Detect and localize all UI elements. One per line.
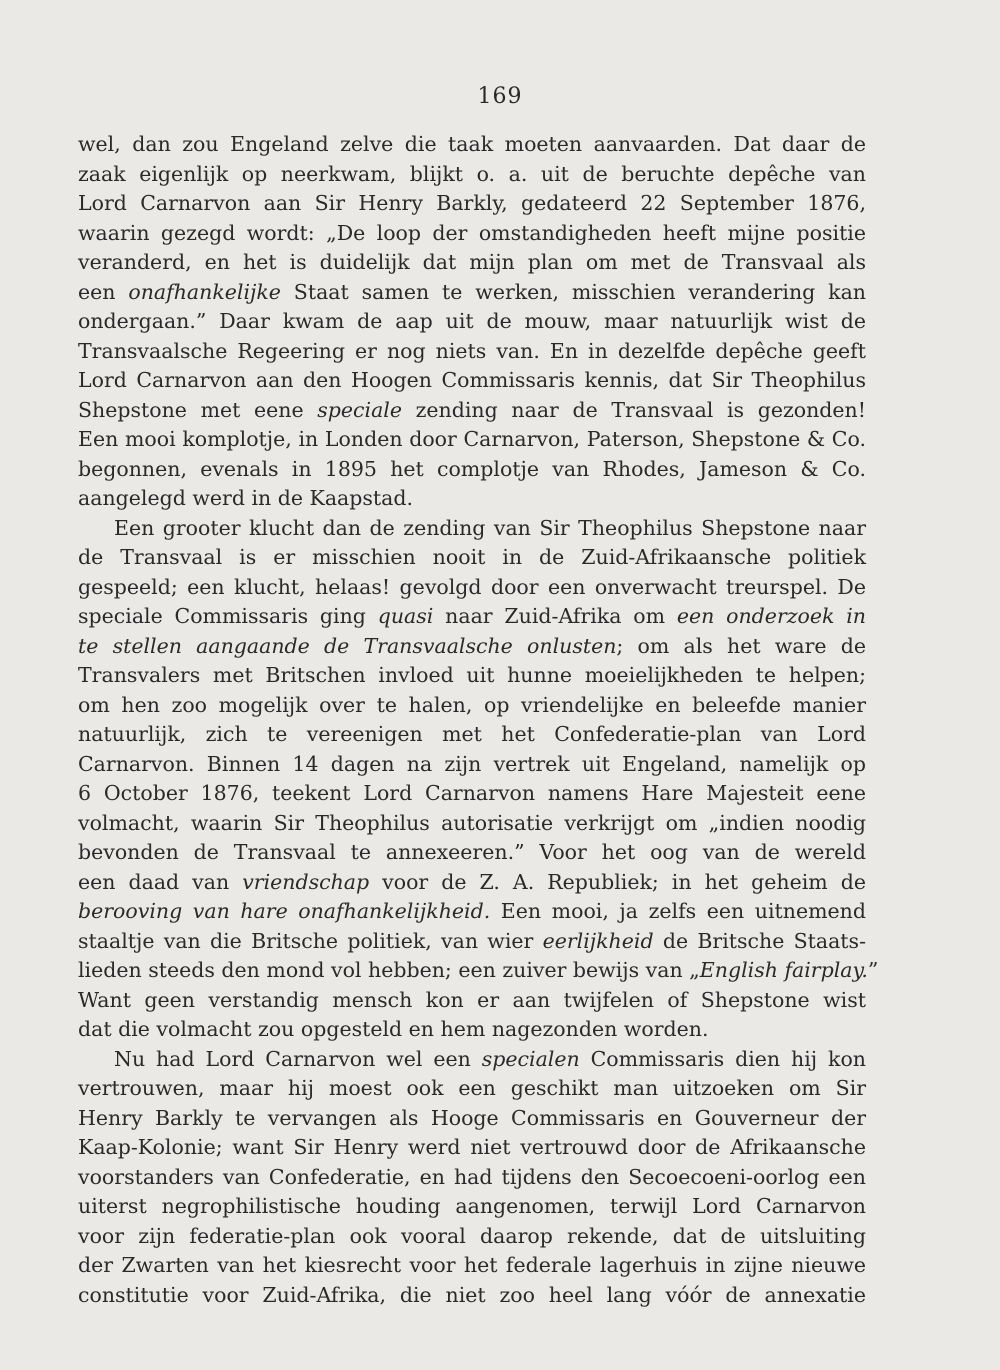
text-segment: de Transvaal is er misschien nooit in de Zuid-Afrikaansche politiek [78,545,866,569]
text-line [78,838,866,868]
italic-text: een onderzoek in [676,604,866,628]
text-line [78,602,866,632]
text-segment: een [78,279,129,304]
text-segment: volmacht, waarin Sir Theophilus autorisatie verkrijgt om „indien noodig [78,810,866,835]
text-line [78,868,866,898]
text-line [78,897,866,927]
text-segment: veranderd, en het is duidelijk dat mijn plan om met de Transvaal als [78,250,866,274]
italic-text: speciale [317,397,402,422]
text-segment: staaltje van die Britsche politiek, van wier [78,928,543,953]
text-line [78,543,866,573]
text-segment: voorstanders van Confederatie, en had tijdens den Secoecoeni-oorlog een [78,1164,866,1189]
text-line [78,278,866,308]
text-segment: Kaap-Kolonie; want Sir Henry werd niet vertrouwd door de Afrikaansche [78,1135,866,1159]
text-segment: ondergaan.” Daar kwam de aap uit de mouw, maar natuurlijk wist de [78,309,866,333]
text-line [78,1163,866,1193]
text-segment: de Britsche Staats- [653,928,866,953]
text-line [78,307,866,337]
text-segment: bevonden de Transvaal te annexeeren.” Voor het oog van de wereld [78,840,866,864]
page-number: 169 [477,84,523,109]
text-segment: dat die volmacht zou opgesteld en hem nagezonden worden. [78,1017,709,1041]
text-segment: zaak eigenlijk op neerkwam, blijkt o. a. uit de beruchte depêche van [78,161,866,186]
text-line [78,160,866,190]
text-line [78,1251,866,1281]
text-segment: voor de Z. A. Republiek; in het geheim de [369,869,866,894]
text-segment: Transvaalsche Regeering er nog niets van. En in dezelfde depêche geeft [78,338,866,363]
text-line [78,1281,866,1311]
text-line [78,1222,866,1252]
text-line [78,750,866,780]
text-line [78,455,866,485]
italic-text: te stellen aangaande de Transvaalsche onlusten [78,633,617,658]
text-line [78,986,866,1016]
text-line [78,248,866,278]
text-segment: aangelegd werd in de Kaapstad. [78,486,414,510]
text-segment: Een grooter klucht dan de zending van Sir Theophilus Shepstone naar [114,515,866,540]
text-line [78,720,866,750]
text-line [78,632,866,662]
italic-text: quasi [377,604,434,628]
text-line [78,484,866,514]
text-segment: ” [867,958,879,982]
text-segment: voor zijn federatie-plan ook vooral daarop rekende, dat de uitsluiting [78,1223,866,1248]
italic-text: eerlijkheid [542,928,654,953]
text-segment: waarin gezegd wordt: „De loop der omstandigheden heeft mijne positie [78,220,866,245]
text-line [78,337,866,367]
text-line [78,1192,866,1222]
text-segment: lieden steeds den mond vol hebben; een zuiver bewijs van „ [78,958,700,982]
text-line [78,514,866,544]
text-line [78,661,866,691]
italic-text: berooving van hare onafhankelijkheid. [78,899,491,923]
text-line [78,927,866,957]
text-segment: der Zwarten van het kiesrecht voor het federale lagerhuis in zijne nieuwe [78,1253,866,1277]
text-line [78,130,866,160]
text-segment: Nu had Lord Carnarvon wel een [114,1046,482,1071]
text-segment: wel, dan zou Engeland zelve die taak moeten aanvaarden. Dat daar de [78,132,866,156]
text-segment: Want geen verstandig mensch kon er aan twijfelen of Shepstone wist [78,987,866,1012]
text-segment: Lord Carnarvon aan den Hoogen Commissaris kennis, dat Sir Theophilus [78,368,866,392]
text-line [78,425,866,455]
text-segment: zending naar de Transvaal is gezonden! [401,397,866,422]
text-segment: om hen zoo mogelijk over te halen, op vriendelijke en beleefde manier [78,692,866,717]
text-line [78,1104,866,1134]
text-segment: speciale Commissaris ging [78,604,378,628]
text-segment: 6 October 1876, teekent Lord Carnarvon namens Hare Majesteit eene [78,781,866,805]
text-segment: Shepstone met eene [78,397,318,422]
italic-text: vriendschap [242,869,370,894]
italic-text: onafhankelijke [128,279,281,304]
text-line [78,573,866,603]
text-segment: Carnarvon. Binnen 14 dagen na zijn vertrek uit Engeland, namelijk op [78,751,866,776]
text-segment: natuurlijk, zich te vereenigen met het Confederatie-plan van Lord [78,722,866,746]
text-segment: Een mooi komplotje, in Londen door Carnarvon, Paterson, Shepstone & Co. [78,427,866,451]
text-segment: uiterst negrophilistische houding aangenomen, terwijl Lord Carnarvon [78,1194,866,1218]
text-segment: Een mooi, ja zelfs een uitnemend [490,899,866,923]
text-line [78,779,866,809]
text-line [78,809,866,839]
text-segment: begonnen, evenals in 1895 het complotje van Rhodes, Jameson & Co. [78,456,866,481]
text-segment: Lord Carnarvon aan Sir Henry Barkly, gedateerd 22 September 1876, [78,191,866,215]
text-line [78,366,866,396]
text-line [78,1045,866,1075]
text-segment: Henry Barkly te vervangen als Hooge Commissaris en Gouverneur der [78,1105,866,1130]
italic-text: specialen [481,1046,580,1071]
text-segment: Transvalers met Britschen invloed uit hunne moeielijkheden te helpen; [78,663,866,687]
text-line [78,956,879,986]
text-segment: vertrouwen, maar hij moest ook een geschikt man uitzoeken om Sir [78,1076,866,1100]
text-segment: Staat samen te werken, misschien verandering kan [280,279,866,304]
italic-text: English fairplay. [699,958,868,982]
text-line [78,189,866,219]
text-line [78,396,866,426]
text-segment: ; om als het ware de [616,633,866,658]
text-segment: een daad van [78,869,243,894]
text-segment: gespeeld; een klucht, helaas! gevolgd door een onverwacht treurspel. De [78,574,866,599]
text-segment: naar Zuid-Afrika om [433,604,677,628]
text-line [78,1015,866,1045]
text-line [78,1074,866,1104]
text-line [78,219,866,249]
text-line [78,1133,866,1163]
text-segment: constitutie voor Zuid-Afrika, die niet zoo heel lang vóór de annexatie [78,1282,866,1307]
text-segment: Commissaris dien hij kon [579,1046,866,1071]
text-line [78,691,866,721]
body-text [78,130,879,1310]
